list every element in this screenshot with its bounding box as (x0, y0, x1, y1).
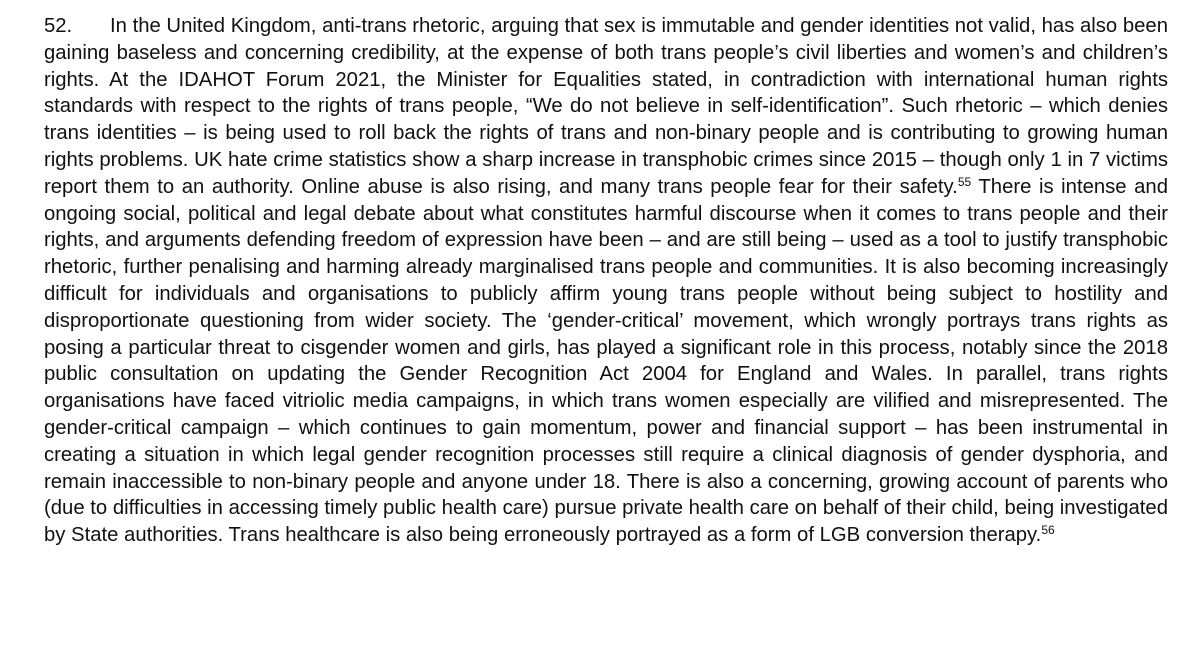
document-paragraph (44, 13, 1168, 549)
paragraph-number: 52. (44, 15, 73, 37)
footnote-ref-56[interactable]: 56 (1041, 523, 1055, 538)
paragraph-text-part-1: In the United Kingdom, anti-trans rhetoric, arguing that sex is immutable and gender identities not valid, has also been gaining baseless and concerning credibility, at the expense of both trans people’s civil liberties and women’s and children’s rights. At the IDAHOT Forum 2021, the Minister for Equalities stated, in contradiction with international human rights standards with respect to the rights of trans people, “We do not believe in self-identification”. Such rhetoric – which denies trans identities – is being used to roll back the rights of trans and non-binary people and is contributing to growing human rights problems. UK hate crime statistics show a sharp increase in transphobic crimes since 2015 – though only 1 in 7 victims report them to an authority. Online abuse is also rising, and many trans people fear for their safety. (44, 15, 1168, 198)
footnote-ref-55[interactable]: 55 (957, 174, 972, 189)
paragraph-text-part-2: There is intense and ongoing social, political and legal debate about what constitutes harmful discourse when it comes to trans people and their rights, and arguments defending freedom of expression have been – and are still being – used as a tool to justify transphobic rhetoric, further penalising and harming already marginalised trans people and communities. It is also becoming increasingly difficult for individuals and organisations to publicly affirm young trans people without being subject to hostility and disproportionate questioning from wider society. The ‘gender-critical’ movement, which wrongly portrays trans rights as posing a particular threat to cisgender women and girls, has played a significant role in this process, notably since the 2018 public consultation on updating the Gender Recognition Act 2004 for England and Wales. In parallel, trans rights organisations have faced vitriolic media campaigns, in which trans women especially are vilified and misrepresented. The gender-critical campaign – which continues to gain momentum, power and financial support – has been instrumental in creating a situation in which legal gender recognition processes still require a clinical diagnosis of gender dysphoria, and remain inaccessible to non-binary people and anyone under 18. There is also a concerning, growing account of parents who (due to difficulties in accessing timely public health care) pursue private health care on behalf of their child, being investigated by State authorities. Trans healthcare is also being erroneously portrayed as a form of LGB conversion therapy. (44, 175, 1168, 547)
